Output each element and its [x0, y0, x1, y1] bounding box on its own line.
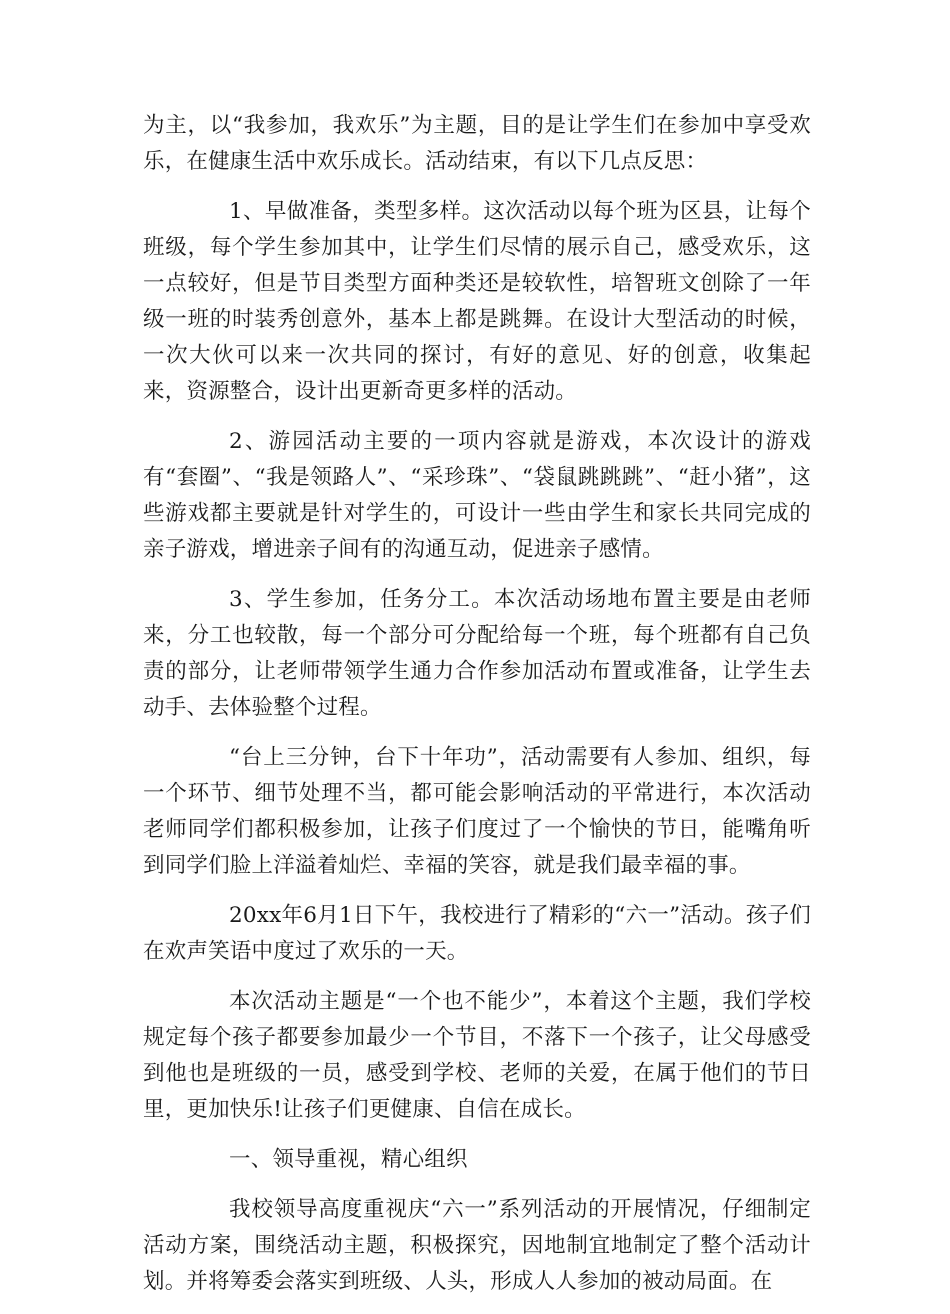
paragraph-reflection-3: 3、学生参加，任务分工。本次活动场地布置主要是由老师来，分工也较散，每一个部分可分配给每一个班，每个班都有自己负责的部分，让老师带领学生通力合作参加活动布置或准备，让学生去动手、去体验整个过程。 — [143, 587, 811, 720]
section-heading-leadership: 一、领导重视，精心组织 — [229, 1147, 468, 1172]
paragraph-event-date: 20xx年6月1日下午，我校进行了精彩的“六一”活动。孩子们在欢声笑语中度过了欢乐的一天。 — [143, 903, 811, 964]
paragraph-reflection-2: 2、游园活动主要的一项内容就是游戏，本次设计的游戏有“套圈”、“我是领路人”、“采珍珠”、“袋鼠跳跳跳”、“赶小猪”，这些游戏都主要就是针对学生的，可设计一些由学生和家长共同完成的亲子游戏，增进亲子间有的沟通互动，促进亲子感情。 — [143, 429, 811, 562]
document-body — [143, 108, 811, 1314]
paragraph-leadership: 我校领导高度重视庆“六一”系列活动的开展情况，仔细制定活动方案，围绕活动主题，积极探究，因地制宜地制定了整个活动计划。并将筹委会落实到班级、人头，形成人人参加的被动局面。在 — [143, 1197, 811, 1294]
paragraph-reflection-1: 1、早做准备，类型多样。这次活动以每个班为区县，让每个班级，每个学生参加其中，让学生们尽情的展示自己，感受欢乐，这一点较好，但是节目类型方面种类还是较软性，培智班文创除了一年级一班的时装秀创意外，基本上都是跳舞。在设计大型活动的时候，一次大伙可以来一次共同的探讨，有好的意见、好的创意，收集起来，资源整合，设计出更新奇更多样的活动。 — [143, 199, 811, 404]
paragraph-conclusion: “台上三分钟，台下十年功”，活动需要有人参加、组织，每一个环节、细节处理不当，都可能会影响活动的平常进行，本次活动老师同学们都积极参加，让孩子们度过了一个愉快的节日，能嘴角听到同学们脸上洋溢着灿烂、幸福的笑容，就是我们最幸福的事。 — [143, 745, 811, 878]
paragraph-theme: 本次活动主题是“一个也不能少”，本着这个主题，我们学校规定每个孩子都要参加最少一个节目，不落下一个孩子，让父母感受到他也是班级的一员，感受到学校、老师的关爱，在属于他们的节日里，更加快乐!让孩子们更健康、自信在成长。 — [143, 989, 811, 1122]
paragraph-intro-continuation: 为主，以“我参加，我欢乐”为主题，目的是让学生们在参加中享受欢乐，在健康生活中欢乐成长。活动结束，有以下几点反思： — [143, 113, 811, 174]
